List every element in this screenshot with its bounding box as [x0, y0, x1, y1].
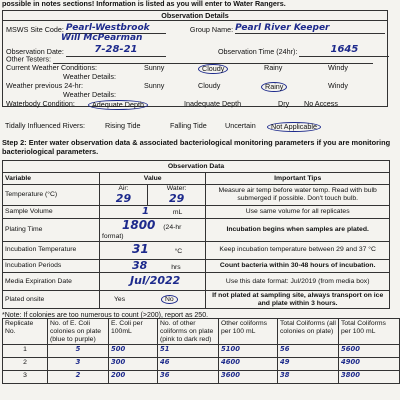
air-label: Air:	[118, 185, 129, 192]
group-name-label: Group Name:	[189, 25, 234, 35]
prev-weather-cloudy[interactable]: Cloudy	[198, 81, 221, 90]
observation-data-table	[2, 160, 390, 309]
current-weather-cloudy[interactable]: Cloudy	[198, 64, 228, 74]
rep-header-ecoli-per-100: E. Coli per 100mL	[109, 319, 158, 345]
plated-tip: If not plated at sampling site, always transport on ice and plate within 3 hours.	[206, 291, 390, 309]
rep-cell[interactable]: 51	[158, 345, 219, 358]
plated-onsite-cell	[100, 291, 206, 309]
rep-cell[interactable]: 500	[109, 345, 158, 358]
observer-field[interactable]: Will McPearman	[61, 33, 143, 43]
top-notice: possible in notes sections! Information is listed as you will enter to Water Rangers.	[2, 0, 286, 8]
weather-details-label-1: Weather Details:	[63, 72, 116, 81]
rep-header-total-per-100: Total Coliforms per 100 mL	[339, 319, 400, 345]
weather-details-label-2: Weather Details:	[63, 90, 116, 99]
rep-cell[interactable]: 49	[278, 358, 339, 371]
current-weather-windy[interactable]: Windy	[328, 63, 348, 72]
incubation-temp-unit: °C	[174, 248, 183, 256]
replicate-table	[2, 318, 400, 384]
col-tips: Important Tips	[206, 173, 390, 185]
incubation-temp-tip: Keep incubation temperature between 29 and 37 °C	[206, 241, 390, 259]
tidal-falling[interactable]: Falling Tide	[170, 121, 207, 130]
other-testers-label: Other Testers:	[6, 54, 52, 64]
rep-cell[interactable]: 2	[48, 371, 109, 384]
observation-details-box	[2, 10, 388, 107]
incubation-temp-cell	[100, 241, 206, 259]
waterbody-adequate[interactable]: Adequate Depth	[88, 100, 148, 110]
step-2-instructions: Step 2: Enter water observation data & associated bacteriological monitoring parameters if you are monitoring bacteriological parameters.	[2, 138, 391, 156]
incubation-temp-label: Incubation Temperature	[3, 241, 100, 259]
tidal-label: Tidally Influenced Rivers:	[5, 121, 86, 130]
media-exp-tip: Use this date format: Jul/2019 (from media box)	[206, 273, 390, 291]
rep-cell: 3	[3, 371, 48, 384]
rep-header-ecoli-colonies: No. of E. Coli colonies on plate (blue to purple)	[48, 319, 109, 345]
media-exp-value[interactable]: Jul/2022	[130, 274, 181, 288]
water-label: Water:	[166, 185, 187, 192]
rep-cell[interactable]: 5100	[219, 345, 278, 358]
table-row	[3, 358, 400, 371]
sample-volume-value[interactable]: 1	[142, 206, 149, 218]
current-weather-sunny[interactable]: Sunny	[144, 63, 165, 72]
plating-time-cell	[100, 218, 206, 241]
incubation-period-tip: Count bacteria within 30-48 hours of incubation.	[206, 259, 390, 273]
rep-header-other-colonies: No. of other coliforms on plate (pink to dark red)	[158, 319, 219, 345]
prev-weather-windy[interactable]: Windy	[328, 81, 348, 90]
air-temp-value[interactable]: 29	[115, 191, 132, 205]
air-temp-cell	[100, 185, 148, 206]
incubation-period-unit: hrs	[171, 263, 181, 271]
rep-cell[interactable]: 200	[109, 371, 158, 384]
rep-cell[interactable]: 4600	[219, 358, 278, 371]
observation-data-heading: Observation Data	[3, 161, 390, 173]
plating-time-value[interactable]: 1800	[122, 217, 156, 232]
prev-weather-sunny[interactable]: Sunny	[144, 81, 165, 90]
water-temp-cell	[147, 185, 205, 206]
waterbody-label: Waterbody Condition:	[6, 99, 75, 108]
sample-volume-label: Sample Volume	[3, 206, 100, 219]
prev-weather-rainy[interactable]: Rainy	[261, 82, 287, 92]
incubation-period-label: Incubation Periods	[3, 259, 100, 273]
rep-cell[interactable]: 56	[278, 345, 339, 358]
incubation-period-cell	[100, 259, 206, 273]
waterbody-inadequate[interactable]: Inadequate Depth	[184, 99, 242, 108]
observation-date-field[interactable]: 7-28-21	[66, 44, 166, 57]
tidal-not-applicable[interactable]: Not Applicable	[267, 122, 321, 132]
temperature-label: Temperature (°C)	[3, 185, 100, 206]
col-variable: Variable	[3, 173, 100, 185]
plating-time-unit: (24-hr format)	[102, 223, 182, 240]
tidal-row	[5, 122, 385, 130]
water-temp-value[interactable]: 29	[168, 191, 185, 205]
site-code-field[interactable]: Pearl-Westbrook	[66, 23, 166, 34]
observation-date-label: Observation Date:	[6, 47, 64, 57]
col-value: Value	[100, 173, 206, 185]
rep-header-replicate: Replicate No.	[3, 319, 48, 345]
group-name-field[interactable]: Pearl River Keeper	[235, 23, 385, 34]
plating-time-label: Plating Time	[3, 218, 100, 241]
rep-cell[interactable]: 3	[48, 358, 109, 371]
observation-time-field[interactable]: 1645	[299, 44, 389, 57]
incubation-temp-value[interactable]: 31	[132, 242, 149, 257]
rep-cell[interactable]: 300	[109, 358, 158, 371]
observation-time-label: Observation Time (24hr):	[217, 47, 298, 57]
rep-cell[interactable]: 5600	[339, 345, 400, 358]
rep-cell[interactable]: 46	[158, 358, 219, 371]
current-weather-rainy[interactable]: Rainy	[264, 63, 283, 72]
media-exp-label: Media Expiration Date	[3, 273, 100, 291]
plating-time-tip: Incubation begins when samples are plated.	[206, 218, 390, 241]
rep-cell[interactable]: 38	[278, 371, 339, 384]
table-row	[3, 371, 400, 384]
tidal-uncertain[interactable]: Uncertain	[225, 121, 256, 130]
plated-no[interactable]: No	[161, 295, 178, 304]
media-exp-cell	[100, 273, 206, 291]
plated-yes[interactable]: Yes	[114, 295, 126, 303]
incubation-period-value[interactable]: 38	[132, 258, 148, 272]
tidal-rising[interactable]: Rising Tide	[105, 121, 141, 130]
table-row	[3, 345, 400, 358]
sample-volume-unit: mL	[172, 209, 183, 217]
observation-details-heading: Observation Details	[3, 11, 387, 21]
rep-cell[interactable]: 3800	[339, 371, 400, 384]
rep-header-total-colonies: Total Coliforms (all colonies on plate)	[278, 319, 339, 345]
rep-header-other-per-100: Other coliforms per 100 mL	[219, 319, 278, 345]
other-testers-field[interactable]	[53, 55, 373, 64]
waterbody-row	[6, 100, 384, 108]
rep-cell[interactable]: 4900	[339, 358, 400, 371]
rep-cell[interactable]: 3600	[219, 371, 278, 384]
rep-cell: 1	[3, 345, 48, 358]
too-numerous-note: *Note: If colonies are too numerous to count (>200), report as 250.	[2, 312, 209, 319]
temperature-tip: Measure air temp before water temp. Read with bulb submerged if possible. Don't touch bulb.	[206, 185, 390, 206]
site-code-label: MSWS Site Code:	[6, 25, 64, 35]
rep-cell[interactable]: 36	[158, 371, 219, 384]
plated-onsite-label: Plated onsite	[3, 291, 100, 309]
observer-row	[61, 33, 142, 43]
sample-volume-cell	[100, 206, 206, 219]
rep-cell[interactable]: 5	[48, 345, 109, 358]
sample-volume-tip: Use same volume for all replicates	[206, 206, 390, 219]
waterbody-no-access[interactable]: No Access	[304, 99, 338, 108]
rep-cell: 2	[3, 358, 48, 371]
waterbody-dry[interactable]: Dry	[278, 99, 290, 108]
current-weather-label: Current Weather Conditions:	[6, 63, 97, 72]
prev-weather-label: Weather previous 24-hr:	[6, 81, 83, 90]
